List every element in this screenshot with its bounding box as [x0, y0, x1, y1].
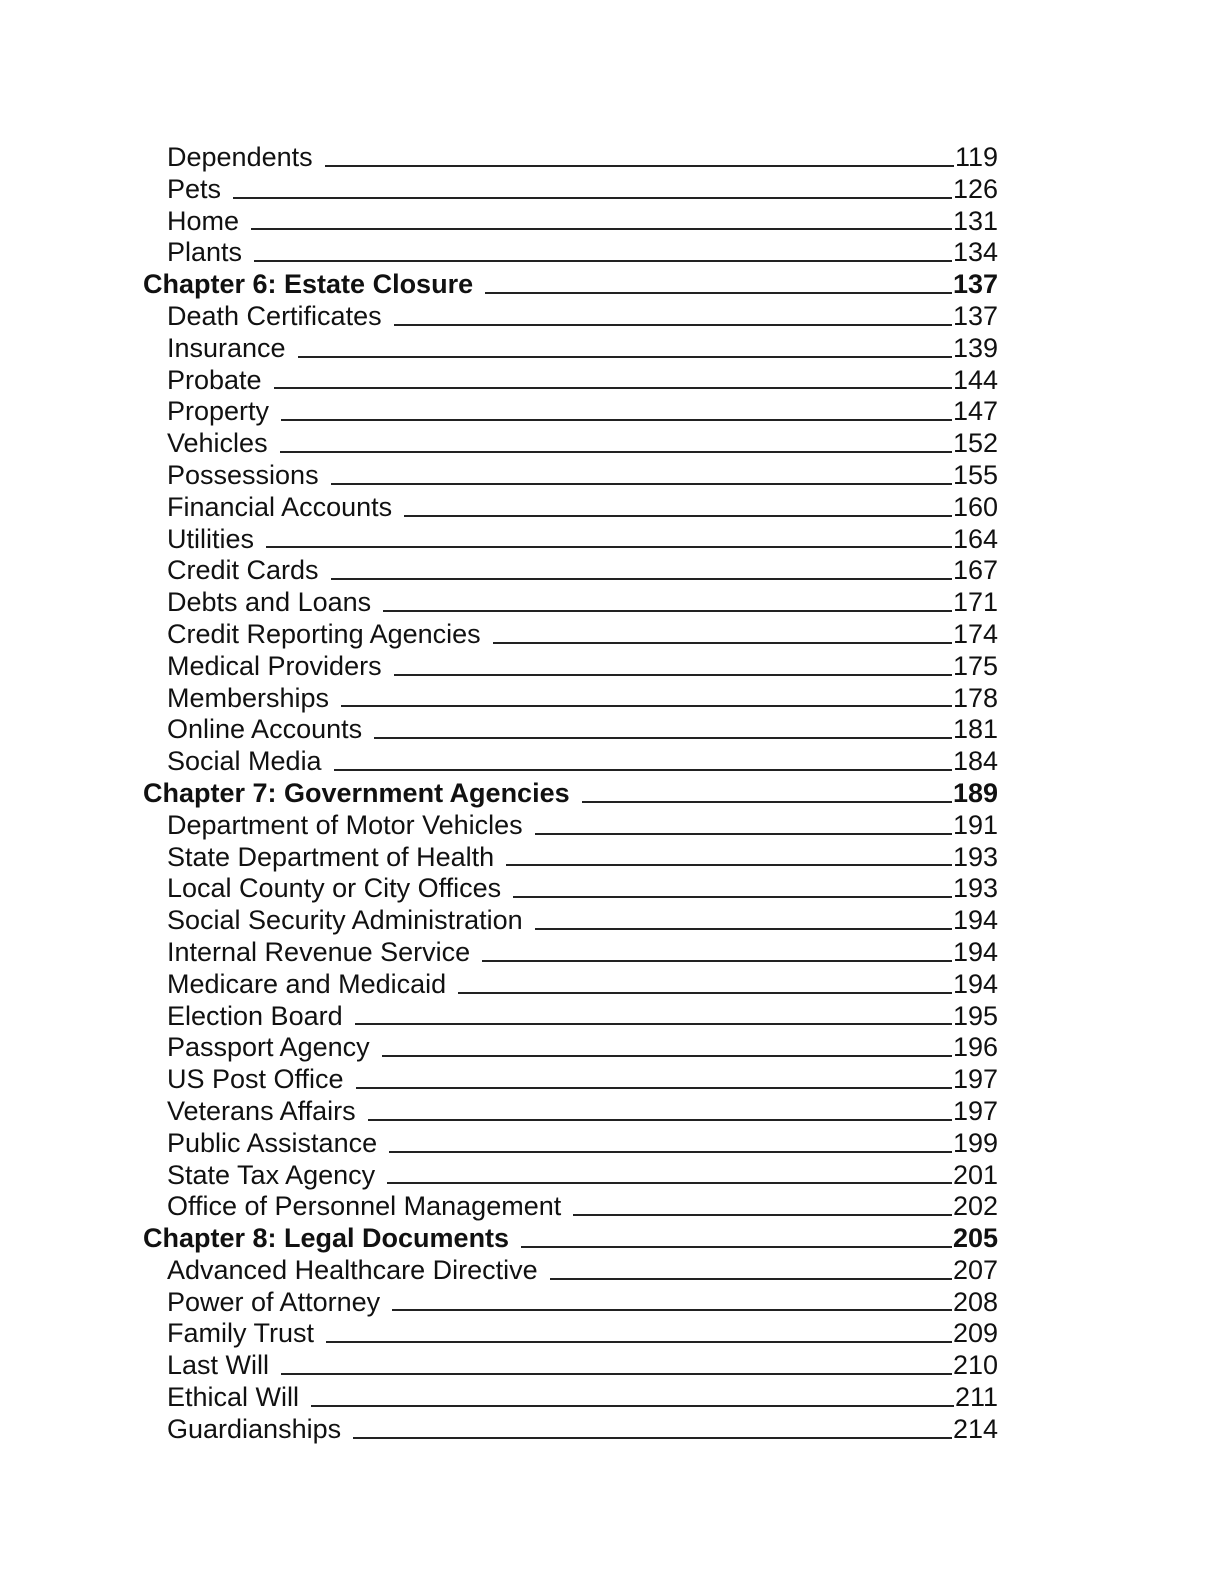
toc-section-entry[interactable] [143, 1001, 998, 1033]
toc-section-entry[interactable] [143, 396, 998, 428]
toc-leader-line [458, 992, 952, 994]
toc-entry-title: Debts and Loans [167, 587, 372, 618]
toc-entry-title: Department of Motor Vehicles [167, 809, 523, 840]
toc-section-entry[interactable] [143, 206, 998, 238]
toc-entry-title: Possessions [167, 459, 319, 490]
toc-section-entry[interactable] [143, 333, 998, 365]
toc-section-entry[interactable] [143, 460, 998, 492]
toc-page-number: 181 [952, 714, 998, 745]
toc-leader-line [355, 1023, 952, 1025]
toc-leader-line [513, 896, 952, 898]
toc-leader-line [582, 801, 952, 803]
toc-section-entry[interactable] [143, 587, 998, 619]
toc-page-number: 208 [952, 1286, 998, 1317]
toc-leader-line [368, 1119, 952, 1121]
toc-chapter-entry[interactable] [143, 778, 998, 810]
toc-section-entry[interactable] [143, 1096, 998, 1128]
toc-page-number: 211 [954, 1382, 998, 1413]
toc-section-entry[interactable] [143, 619, 998, 651]
toc-page-number: 202 [952, 1191, 998, 1222]
toc-page-number: 152 [952, 428, 998, 459]
toc-page-number: 189 [952, 777, 998, 808]
toc-section-entry[interactable] [143, 969, 998, 1001]
toc-entry-title: Public Assistance [167, 1127, 378, 1158]
toc-section-entry[interactable] [143, 842, 998, 874]
toc-entry-title: Pets [167, 173, 222, 204]
toc-page-number: 160 [952, 491, 998, 522]
toc-entry-title: Memberships [167, 682, 330, 713]
toc-entry-title: Last Will [167, 1350, 270, 1381]
toc-section-entry[interactable] [143, 1350, 998, 1382]
toc-page-number: 137 [952, 300, 998, 331]
toc-leader-line [573, 1214, 952, 1216]
table-of-contents [143, 142, 998, 1446]
toc-page-number: 119 [954, 142, 998, 172]
toc-section-entry[interactable] [143, 1382, 998, 1414]
toc-leader-line [281, 419, 952, 421]
toc-section-entry[interactable] [143, 1318, 998, 1350]
toc-entry-title: Vehicles [167, 428, 268, 459]
toc-leader-line [535, 928, 952, 930]
toc-page-number: 126 [952, 173, 998, 204]
toc-leader-line [382, 1055, 952, 1057]
toc-entry-title: Plants [167, 237, 243, 268]
toc-page-number: 201 [952, 1159, 998, 1190]
toc-page-number: 174 [952, 618, 998, 649]
toc-page-number: 205 [952, 1223, 998, 1254]
toc-page-number: 164 [952, 523, 998, 554]
toc-entry-title: State Department of Health [167, 841, 495, 872]
toc-leader-line [506, 864, 952, 866]
toc-leader-line [353, 1437, 952, 1439]
toc-page-number: 197 [952, 1095, 998, 1126]
toc-leader-line [233, 197, 952, 199]
toc-leader-line [298, 356, 952, 358]
toc-leader-line [404, 515, 952, 517]
toc-entry-title: Power of Attorney [167, 1286, 381, 1317]
toc-leader-line [274, 387, 952, 389]
toc-entry-title: Internal Revenue Service [167, 936, 471, 967]
toc-entry-title: State Tax Agency [167, 1159, 376, 1190]
toc-entry-title: Election Board [167, 1000, 343, 1031]
toc-section-entry[interactable] [143, 1414, 998, 1446]
toc-section-entry[interactable] [143, 714, 998, 746]
toc-leader-line [325, 165, 954, 167]
toc-entry-title: Online Accounts [167, 714, 363, 745]
toc-entry-title: Credit Reporting Agencies [167, 618, 481, 649]
toc-page-number: 175 [952, 650, 998, 681]
toc-entry-title: US Post Office [167, 1064, 344, 1095]
toc-entry-title: Death Certificates [167, 300, 382, 331]
toc-section-entry[interactable] [143, 746, 998, 778]
toc-page-number: 137 [952, 269, 998, 300]
toc-entry-title: Dependents [167, 142, 313, 172]
toc-page-number: 195 [952, 1000, 998, 1031]
toc-entry-title: Social Media [167, 746, 322, 777]
toc-section-entry[interactable] [143, 1032, 998, 1064]
toc-entry-title: Financial Accounts [167, 491, 393, 522]
toc-section-entry[interactable] [143, 237, 998, 269]
toc-leader-line [389, 1151, 952, 1153]
toc-section-entry[interactable] [143, 1128, 998, 1160]
toc-page-number: 209 [952, 1318, 998, 1349]
toc-page-number: 139 [952, 332, 998, 363]
toc-section-entry[interactable] [143, 873, 998, 905]
toc-section-entry[interactable] [143, 365, 998, 397]
toc-entry-title: Medical Providers [167, 650, 382, 681]
toc-section-entry[interactable] [143, 905, 998, 937]
toc-section-entry[interactable] [143, 1287, 998, 1319]
toc-entry-title: Medicare and Medicaid [167, 968, 447, 999]
toc-section-entry[interactable] [143, 428, 998, 460]
toc-leader-line [493, 642, 952, 644]
toc-entry-title: Ethical Will [167, 1382, 300, 1413]
toc-entry-title: Local County or City Offices [167, 873, 502, 904]
toc-entry-title: Utilities [167, 523, 255, 554]
toc-page-number: 171 [952, 587, 998, 618]
toc-page-number: 194 [952, 905, 998, 936]
toc-leader-line [251, 228, 952, 230]
toc-page-number: 214 [952, 1413, 998, 1444]
toc-entry-title: Home [167, 205, 240, 236]
toc-page-number: 178 [952, 682, 998, 713]
toc-entry-title: Chapter 7: Government Agencies [143, 777, 570, 808]
toc-section-entry[interactable] [143, 937, 998, 969]
toc-page-number: 131 [952, 205, 998, 236]
toc-entry-title: Chapter 8: Legal Documents [143, 1223, 510, 1254]
toc-chapter-entry[interactable] [143, 269, 998, 301]
toc-page-number: 193 [952, 841, 998, 872]
toc-section-entry[interactable] [143, 174, 998, 206]
toc-entry-title: Advanced Healthcare Directive [167, 1254, 538, 1285]
toc-leader-line [331, 483, 952, 485]
toc-entry-title: Office of Personnel Management [167, 1191, 562, 1222]
toc-leader-line [356, 1087, 952, 1089]
toc-page-number: 194 [952, 936, 998, 967]
toc-section-entry[interactable] [143, 651, 998, 683]
toc-leader-line [485, 292, 952, 294]
toc-entry-title: Family Trust [167, 1318, 315, 1349]
toc-leader-line [254, 260, 952, 262]
toc-page-number: 147 [952, 396, 998, 427]
toc-leader-line [521, 1246, 952, 1248]
toc-leader-line [392, 1309, 952, 1311]
toc-section-entry[interactable] [143, 555, 998, 587]
toc-entry-title: Guardianships [167, 1413, 342, 1444]
toc-page-number: 193 [952, 873, 998, 904]
toc-section-entry[interactable] [143, 301, 998, 333]
toc-page-number: 210 [952, 1350, 998, 1381]
toc-page-number: 191 [952, 809, 998, 840]
toc-entry-title: Property [167, 396, 270, 427]
toc-leader-line [374, 737, 952, 739]
toc-section-entry[interactable] [143, 524, 998, 556]
toc-section-entry[interactable] [143, 1064, 998, 1096]
toc-page-number: 134 [952, 237, 998, 268]
toc-page-number: 184 [952, 746, 998, 777]
toc-page-number: 144 [952, 364, 998, 395]
toc-leader-line [334, 769, 952, 771]
toc-entry-title: Probate [167, 364, 262, 395]
toc-entry-title: Chapter 6: Estate Closure [143, 269, 474, 300]
toc-leader-line [266, 546, 952, 548]
toc-entry-title: Veterans Affairs [167, 1095, 356, 1126]
toc-leader-line [383, 610, 952, 612]
toc-section-entry[interactable] [143, 492, 998, 524]
toc-entry-title: Passport Agency [167, 1032, 370, 1063]
toc-section-entry[interactable] [143, 142, 998, 174]
toc-page-number: 167 [952, 555, 998, 586]
toc-leader-line [387, 1182, 952, 1184]
toc-leader-line [550, 1278, 952, 1280]
toc-entry-title: Credit Cards [167, 555, 319, 586]
toc-section-entry[interactable] [143, 1255, 998, 1287]
toc-section-entry[interactable] [143, 1191, 998, 1223]
toc-leader-line [394, 674, 952, 676]
toc-entry-title: Insurance [167, 332, 286, 363]
toc-page-number: 197 [952, 1064, 998, 1095]
toc-leader-line [331, 578, 952, 580]
toc-section-entry[interactable] [143, 1160, 998, 1192]
toc-page-number: 155 [952, 459, 998, 490]
toc-page-number: 194 [952, 968, 998, 999]
toc-leader-line [280, 451, 952, 453]
toc-leader-line [535, 833, 952, 835]
toc-leader-line [341, 705, 952, 707]
toc-leader-line [482, 960, 952, 962]
toc-leader-line [326, 1341, 952, 1343]
toc-leader-line [394, 324, 952, 326]
toc-chapter-entry[interactable] [143, 1223, 998, 1255]
toc-leader-line [281, 1373, 952, 1375]
toc-entry-title: Social Security Administration [167, 905, 523, 936]
toc-page-number: 207 [952, 1254, 998, 1285]
toc-leader-line [311, 1405, 954, 1407]
toc-section-entry[interactable] [143, 810, 998, 842]
toc-page-number: 196 [952, 1032, 998, 1063]
toc-page-number: 199 [952, 1127, 998, 1158]
toc-section-entry[interactable] [143, 683, 998, 715]
